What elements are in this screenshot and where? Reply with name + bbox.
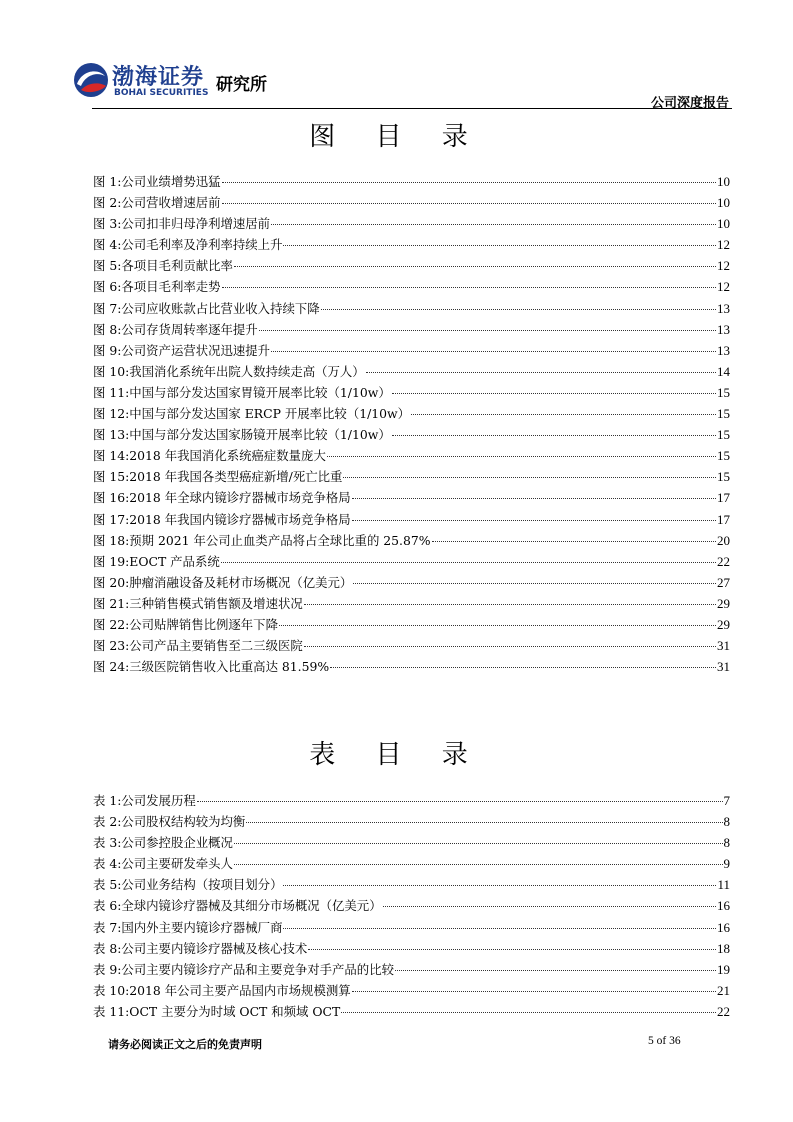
entry-title: 2018 年我国各类型癌症新增/死亡比重 (129, 469, 343, 485)
entry-label: 图 17: (93, 511, 130, 527)
entry-page-number: 10 (717, 195, 730, 211)
entry-page-number: 29 (717, 616, 730, 632)
entry-label: 图 22: (93, 616, 130, 632)
toc-entry[interactable] (93, 425, 730, 446)
toc-entry[interactable] (93, 320, 730, 341)
entry-title: 公司业务结构（按项目划分） (121, 877, 283, 893)
entry-label: 图 11: (93, 384, 130, 400)
entry-title: 公司营收增速居前 (121, 195, 221, 211)
entry-label: 图 23: (93, 638, 130, 654)
toc-entry[interactable] (93, 896, 730, 917)
entry-title: 肿瘤消融设备及耗材市场概况（亿美元） (129, 574, 353, 590)
entry-label: 表 8: (93, 940, 122, 956)
disclaimer-note: 请务必阅读正文之后的免责声明 (108, 1038, 262, 1051)
dot-leader (304, 646, 716, 647)
dot-leader (392, 435, 716, 436)
toc-entry[interactable] (93, 636, 730, 657)
table-toc-list (93, 791, 730, 1023)
entry-label: 图 16: (93, 490, 130, 506)
entry-page-number: 13 (717, 300, 730, 316)
dot-leader (279, 625, 716, 626)
header-divider (92, 108, 732, 109)
entry-page-number: 12 (717, 258, 730, 274)
dot-leader (271, 351, 716, 352)
toc-entry[interactable] (93, 594, 730, 615)
entry-title: 公司毛利率及净利率持续上升 (121, 237, 283, 253)
entry-page-number: 16 (717, 919, 730, 935)
dot-leader (330, 667, 716, 668)
toc-entry[interactable] (93, 488, 730, 509)
entry-page-number: 17 (717, 490, 730, 506)
entry-title: 预期 2021 年公司止血类产品将占全球比重的 25.87% (129, 532, 431, 548)
toc-entry[interactable] (93, 939, 730, 960)
entry-label: 图 12: (93, 406, 130, 422)
dot-leader (366, 372, 716, 373)
entry-page-number: 22 (717, 553, 730, 569)
toc-entry[interactable] (93, 214, 730, 235)
entry-title: 2018 年全球内镜诊疗器械市场竞争格局 (129, 490, 351, 506)
entry-title: 公司应收账款占比营业收入持续下降 (121, 300, 320, 316)
dot-leader (352, 498, 716, 499)
entry-page-number: 15 (717, 406, 730, 422)
figure-list-title: 图 目 录 (309, 122, 484, 152)
dot-leader (271, 224, 716, 225)
toc-entry[interactable] (93, 1002, 730, 1023)
toc-entry[interactable] (93, 446, 730, 467)
entry-page-number: 15 (717, 448, 730, 464)
entry-page-number: 10 (717, 216, 730, 232)
entry-page-number: 12 (717, 279, 730, 295)
dot-leader (283, 928, 716, 929)
entry-label: 图 13: (93, 427, 130, 443)
dot-leader (327, 456, 716, 457)
entry-title: OCT 主要分为时域 OCT 和频域 OCT (129, 1003, 341, 1019)
report-type-label: 公司深度报告 (650, 96, 729, 111)
entry-title: 公司主要研发牵头人 (121, 856, 233, 872)
entry-label: 表 11: (93, 1003, 130, 1019)
toc-entry[interactable] (93, 256, 730, 277)
dot-leader (222, 287, 716, 288)
toc-entry[interactable] (93, 573, 730, 594)
entry-page-number: 12 (717, 237, 730, 253)
logo-english-name: BOHAI SECURITIES (114, 88, 209, 98)
entry-label: 图 2: (93, 195, 122, 211)
entry-page-number: 20 (717, 532, 730, 548)
entry-label: 图 4: (93, 237, 122, 253)
toc-entry[interactable] (93, 918, 730, 939)
entry-label: 图 20: (93, 574, 130, 590)
entry-page-number: 15 (717, 427, 730, 443)
entry-title: 中国与部分发达国家 ERCP 开展率比较（1/10w） (129, 406, 411, 422)
dot-leader (259, 330, 716, 331)
entry-page-number: 9 (723, 856, 730, 872)
entry-page-number: 16 (717, 898, 730, 914)
bohai-swirl-icon (72, 60, 110, 100)
entry-page-number: 17 (717, 511, 730, 527)
entry-page-number: 8 (723, 835, 730, 851)
toc-entry[interactable] (93, 362, 730, 383)
entry-label: 图 3: (93, 216, 122, 232)
entry-title: 公司发展历程 (121, 793, 196, 808)
toc-entry[interactable] (93, 791, 730, 812)
dot-leader (304, 604, 716, 605)
toc-entry[interactable] (93, 812, 730, 833)
toc-entry[interactable] (93, 981, 730, 1002)
entry-label: 表 4: (93, 856, 122, 872)
dot-leader (283, 885, 716, 886)
toc-entry[interactable] (93, 467, 730, 488)
dot-leader (234, 843, 723, 844)
entry-title: 公司贴牌销售比例逐年下降 (129, 616, 278, 632)
toc-entry[interactable] (93, 833, 730, 854)
entry-label: 表 7: (93, 919, 122, 935)
toc-entry[interactable] (93, 193, 730, 214)
dot-leader (352, 520, 716, 521)
entry-page-number: 13 (717, 342, 730, 358)
company-logo (72, 60, 232, 104)
dot-leader (234, 266, 716, 267)
toc-entry[interactable] (93, 172, 730, 193)
dot-leader (341, 1012, 716, 1013)
entry-label: 表 6: (93, 898, 122, 914)
dot-leader (353, 583, 716, 584)
entry-label: 图 15: (93, 469, 130, 485)
dot-leader (432, 541, 716, 542)
toc-entry[interactable] (93, 404, 730, 425)
entry-title: 公司主要内镜诊疗器械及核心技术 (121, 940, 308, 956)
table-list-title: 表 目 录 (309, 740, 484, 770)
entry-label: 图 8: (93, 321, 122, 337)
entry-label: 表 3: (93, 835, 122, 851)
entry-page-number: 7 (723, 793, 730, 808)
dot-leader (392, 393, 716, 394)
entry-label: 图 18: (93, 532, 130, 548)
entry-title: 公司存货周转率逐年提升 (121, 321, 258, 337)
dot-leader (343, 477, 716, 478)
entry-title: 2018 年我国消化系统癌症数量庞大 (129, 448, 326, 464)
logo-chinese-name: 渤海证券 (112, 64, 205, 90)
entry-title: 公司产品主要销售至二三级医院 (129, 638, 303, 654)
entry-label: 表 2: (93, 814, 122, 830)
entry-page-number: 13 (717, 321, 730, 337)
entry-page-number: 11 (717, 877, 730, 893)
entry-title: 公司股权结构较为均衡 (121, 814, 246, 830)
toc-entry[interactable] (93, 510, 730, 531)
dot-leader (222, 203, 716, 204)
entry-page-number: 19 (717, 961, 730, 977)
entry-title: 各项目毛利贡献比率 (121, 258, 233, 274)
entry-label: 表 9: (93, 961, 122, 977)
entry-label: 图 10: (93, 363, 130, 379)
entry-page-number: 22 (717, 1003, 730, 1019)
entry-title: 国内外主要内镜诊疗器械厂商 (121, 919, 283, 935)
entry-title: 三种销售模式销售额及增速状况 (129, 595, 303, 611)
toc-entry[interactable] (93, 854, 730, 875)
entry-label: 图 7: (93, 300, 122, 316)
dot-leader (222, 182, 716, 183)
entry-title: 中国与部分发达国家胃镜开展率比较（1/10w） (129, 384, 391, 400)
entry-page-number: 18 (717, 940, 730, 956)
toc-entry[interactable] (93, 235, 730, 256)
entry-page-number: 10 (717, 174, 730, 189)
toc-entry[interactable] (93, 552, 730, 573)
toc-entry[interactable] (93, 299, 730, 320)
entry-label: 图 5: (93, 258, 122, 274)
entry-title: 各项目毛利率走势 (121, 279, 221, 295)
entry-label: 图 9: (93, 342, 122, 358)
entry-title: 公司业绩增势迅猛 (121, 174, 221, 189)
entry-page-number: 21 (717, 982, 730, 998)
dot-leader (308, 949, 716, 950)
toc-entry[interactable] (93, 875, 730, 896)
entry-page-number: 15 (717, 384, 730, 400)
entry-title: 全球内镜诊疗器械及其细分市场概况（亿美元） (121, 898, 382, 914)
entry-page-number: 8 (723, 814, 730, 830)
toc-entry[interactable] (93, 277, 730, 298)
entry-page-number: 14 (717, 363, 730, 379)
institute-label: 研究所 (216, 75, 267, 95)
entry-title: 公司主要内镜诊疗产品和主要竞争对手产品的比较 (121, 961, 394, 977)
entry-title: 我国消化系统年出院人数持续走高（万人） (129, 363, 365, 379)
entry-label: 表 1: (93, 793, 122, 808)
toc-entry[interactable] (93, 341, 730, 362)
entry-page-number: 29 (717, 595, 730, 611)
entry-title: 2018 年我国内镜诊疗器械市场竞争格局 (129, 511, 351, 527)
dot-leader (246, 822, 722, 823)
dot-leader (283, 245, 716, 246)
toc-entry[interactable] (93, 531, 730, 552)
entry-title: 公司资产运营状况迅速提升 (121, 342, 271, 358)
toc-entry[interactable] (93, 383, 730, 404)
dot-leader (383, 906, 716, 907)
dot-leader (395, 970, 716, 971)
entry-label: 图 19: (93, 553, 130, 569)
entry-page-number: 31 (717, 659, 730, 675)
dot-leader (234, 864, 723, 865)
toc-entry[interactable] (93, 960, 730, 981)
page-header (0, 0, 793, 110)
entry-title: EOCT 产品系统 (129, 553, 220, 569)
figure-toc-list (93, 172, 730, 678)
dot-leader (352, 991, 716, 992)
toc-entry[interactable] (93, 657, 730, 678)
entry-label: 表 10: (93, 982, 130, 998)
dot-leader (197, 801, 723, 802)
entry-title: 公司扣非归母净利增速居前 (121, 216, 271, 232)
entry-label: 表 5: (93, 877, 122, 893)
entry-label: 图 21: (93, 595, 130, 611)
entry-page-number: 27 (717, 574, 730, 590)
toc-entry[interactable] (93, 615, 730, 636)
entry-label: 图 6: (93, 279, 122, 295)
entry-label: 图 14: (93, 448, 130, 464)
entry-label: 图 24: (93, 659, 130, 675)
entry-title: 公司参控股企业概况 (121, 835, 233, 851)
page-indicator: 5 of 36 (648, 1035, 681, 1047)
entry-page-number: 31 (717, 638, 730, 654)
dot-leader (221, 562, 716, 563)
dot-leader (321, 309, 716, 310)
entry-title: 2018 年公司主要产品国内市场规模测算 (129, 982, 351, 998)
dot-leader (411, 414, 716, 415)
entry-title: 三级医院销售收入比重高达 81.59% (129, 659, 330, 675)
entry-title: 中国与部分发达国家肠镜开展率比较（1/10w） (129, 427, 391, 443)
entry-page-number: 15 (717, 469, 730, 485)
entry-label: 图 1: (93, 174, 122, 189)
